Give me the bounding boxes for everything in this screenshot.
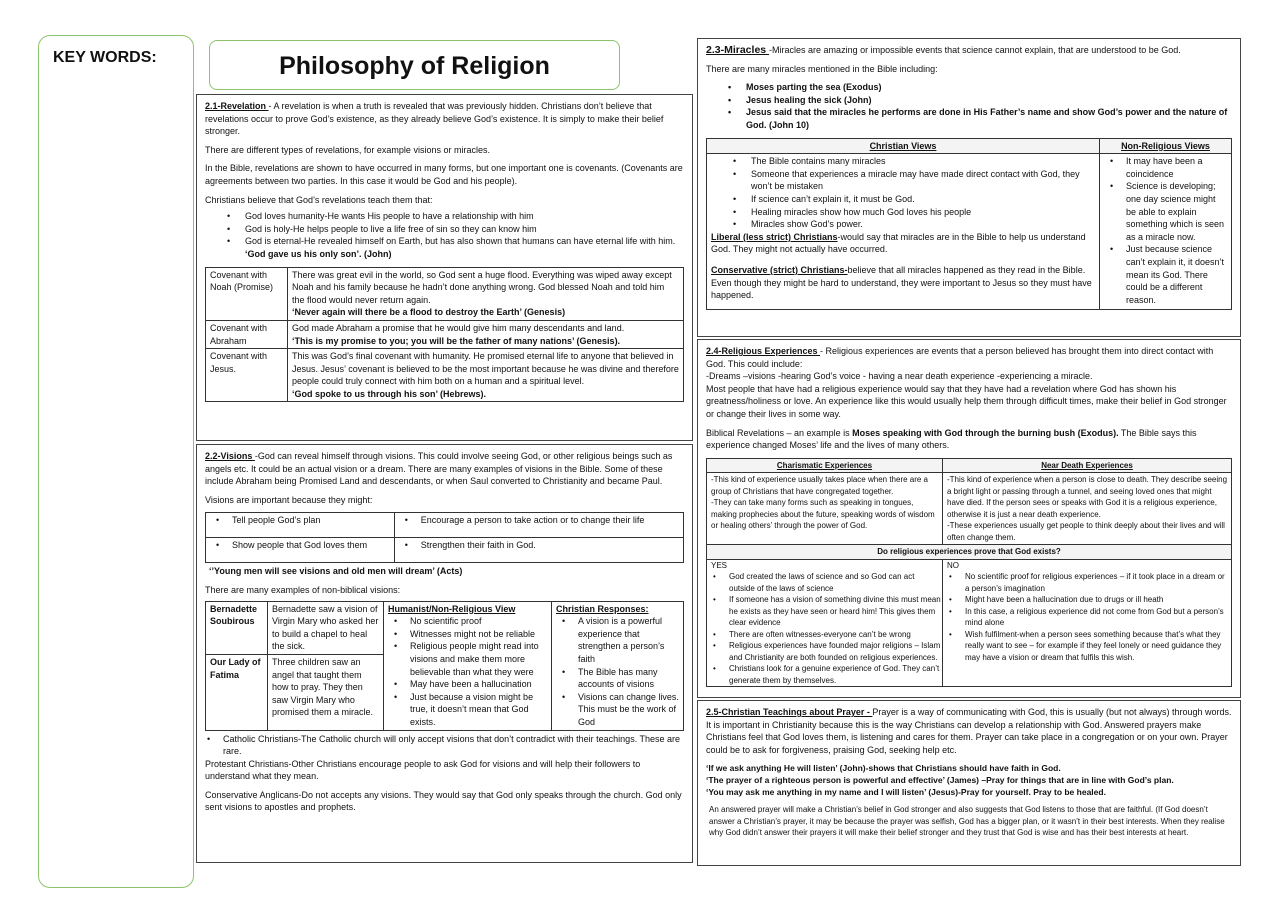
- key-words-title: KEY WORDS:: [53, 49, 157, 66]
- miracles-section: 2.3-Miracles -Miracles are amazing or impossible events that science cannot explain, that are understood to be God. There are many miracles mentioned in the Bible including: • Moses parting the sea (Exodus) • Jesus healing the sick (John) • Jesus said that the miracles he performs are done in His Father’s name and show God’s power and the nature of God. (John 10) Christian Views Non-Religious Views • The Bible contains many miracles • Someone that experiences a miracle may have made direct contact with God, they won’t be mistaken • If science can’t explain it, it must be God. • Healing miracles show how much God loves his people • Miracles show God’s power. Liberal (less strict) Christians-would say that miracles are in the Bible to help us understand God. They might not actually have occurred. Conservative (strict) Christians-believe that all miracles happened as they read in the Bible. Even though they might be hard to understand, they were important to Jesus so they must have happened. • It may have been a coincidence • Science is developing; one day science might be able to explain something which is seen as a miracle now. • Just because science can’t explain it, it doesn’t mean its God. There could be a different reason.: [697, 38, 1241, 337]
- table-row: Covenant with Jesus. This was God’s final covenant with humanity. He promised eternal life to anyone that believed in Jesus. Jesus’ covenant is believed to be the most important because he was divine and therefore people could truly connect with him both on a human and a spiritual level. ‘God spoke to us through his son’ (Hebrews).: [206, 349, 684, 402]
- list-item: • Jesus healing the sick (John): [706, 94, 1232, 107]
- covenants-table: [205, 267, 684, 403]
- non-biblical-visions-table: Bernadette Soubirous Bernadette saw a vision of Virgin Mary who asked her to build a chapel to heal the sick. Humanist/Non-Religious View • No scientific proof • Witnesses might not be reliable • Religious people might read into visions and make them more believable than what they were • May have been a hallucination • Just because a vision might be true, it doesn’t mean that God exists. Christian Responses: • A vision is a powerful experience that strengthen a person’s faith • The Bible has many accounts of visions • Visions can change lives. This must be the work of God Our Lady of Fatima Three children saw an angel that taught them how to pray. They then saw Virgin Mary who promised them a miracle.: [205, 601, 684, 731]
- revelation-p3: In the Bible, revelations are shown to have occurred in many forms, but one important one is covenants. (Covenants are agreements between two parties. In this case it would be God and his people).: [205, 163, 683, 186]
- revelation-p2: There are different types of revelations, for example visions or miracles.: [205, 144, 490, 155]
- catholic-view: • Catholic Christians-The Catholic church will only accept visions that don’t contradict with their teachings. These are rare.: [201, 733, 684, 758]
- revelation-heading: 2.1-Revelation: [205, 101, 269, 111]
- visions-p3: There are many examples of non-biblical visions:: [205, 584, 401, 595]
- list-item: • God loves humanity-He wants His people to have a relationship with him: [205, 210, 684, 223]
- anglican-view: Conservative Anglicans-Do not accepts any visions. They would say that God only speaks through the church. God only sent visions to apostles and prophets.: [205, 789, 682, 813]
- list-item: • Moses parting the sea (Exodus): [706, 81, 1232, 94]
- table-row: Covenant with Noah (Promise) There was great evil in the world, so God sent a huge flood. Everything was wiped away except Noah and his family because he hadn’t done anything wrong. God blessed Noah and told him the flood would never return again. ‘Never again will there be a flood to destroy the Earth’ (Genesis): [206, 267, 684, 320]
- acts-quote: ‘’Young men will see visions and old men will dream’ (Acts): [209, 566, 463, 577]
- visions-heading: 2.2-Visions: [205, 451, 255, 461]
- list-item: • God is holy-He helps people to live a life free of sin so they can know him: [205, 223, 684, 236]
- protestant-view: Protestant Christians-Other Christians encourage people to ask God for visions and will help their followers to understand what they mean.: [205, 758, 641, 782]
- prayer-heading: 2.5-Christian Teachings about Prayer -: [706, 707, 873, 717]
- page-title: Philosophy of Religion: [209, 40, 620, 90]
- revelation-intro: - A revelation is when a truth is revealed that was previously hidden. Christians don’t believe that revelations occur to prove God’s existence, as they already believe God’s existence. It is simply to make their belief stronger.: [205, 101, 664, 137]
- table-row: Covenant with Abraham God made Abraham a promise that he would give him many descendants and land. ‘This is my promise to you; you will be the father of many nations’ (Genesis).: [206, 320, 684, 348]
- visions-p2: Visions are important because they might:: [205, 494, 373, 505]
- prayer-quote: ‘You may ask me anything in my name and I will listen’ (Jesus)-Pray for yourself. Pray to be healed.: [706, 787, 1106, 798]
- prayer-section: 2.5-Christian Teachings about Prayer - Prayer is a way of communicating with God, this is usually (but not always) through words. It is important in Christianity because this is the way Christians can develop a relationship with God. Answered prayers make Christians feel that God loves them, is listening and cares for them. Prayer can take place in a congregation or on your own. Prayer could be to ask for forgiveness, praising God, seeking help etc. ‘If we ask anything He will listen’ (John)-shows that Christians should have faith in God. ‘The prayer of a righteous person is powerful and effective’ (James) –Pray for things that are in line with God’s plan. ‘You may ask me anything in my name and I will listen’ (Jesus)-Pray for yourself. Pray to be healed. An answered prayer will make a Christian’s belief in God stronger and also suggests that God listens to those that are faithful. (If God doesn’t answer a Christian’s prayer, it may be because the prayer was selfish, God has a bigger plan, or it wasn’t in their best interests. When they realise why God didn’t answer their prayers it will make their belief stronger and they trust that God is wise and has their best interests at heart.: [697, 700, 1241, 866]
- revelation-p4: Christians believe that God’s revelations teach them that:: [205, 194, 433, 205]
- list-item: • God is eternal-He revealed himself on Earth, but has also shown that humans can have eternal life with him. ‘God gave us his only son’. (John): [205, 235, 684, 260]
- experiences-heading: 2.4-Religious Experiences: [706, 346, 821, 356]
- experiences-table: Charismatic Experiences Near Death Experiences -This kind of experience usually takes place when there are a group of Christians that have congregated together. -They can take many forms such as speaking in tongues, making prophecies about the future, speaking words of wisdom or healing others’ through the power of God. -This kind of experience when a person is close to death. They describe seeing a bright light or passing through a tunnel, and seeing loved ones that might have died. If the person sees or speaks with God it is a religious experience, otherwise it is just a near death experience. -These experiences usually get people to think deeply about their lives and will often change them. Do religious experiences prove that God exists? YES • God created the laws of science and so God can act outside of the laws of science • If someone has a vision of something divine this must mean he exists as they have seen or heard him! This gives them clear evidence • There are often witnesses-everyone can’t be wrong • Religious experiences have founded major religions – Islam and Christianity are both founded on religious experiences. • Christians look for a genuine experience of God. They can’t generate them by themselves. NO • No scientific proof for religious experiences – if it took place in a dream or a person’s imagination • Might have been a hallucination due to drugs or ill heath • In this case, a religious experience did not come from God but a person’s mind alone • Wish fulfilment-when a person sees something because that’s what they really want to see – for example if they feel lonely or need guidance they may have a vision or dream that fulfils this wish.: [706, 458, 1232, 688]
- visions-reasons-table: • Tell people God’s plan • Encourage a person to take action or to change their life • Show people that God loves them • Strengthen their faith in God.: [205, 512, 684, 563]
- prayer-quote: ‘The prayer of a righteous person is powerful and effective’ (James) –Pray for things that are in line with God’s plan.: [706, 775, 1174, 786]
- visions-intro: -God can reveal himself through visions. This could involve seeing God, or other religious beings such as angels etc. It could be an actual vision or a dream. There are many examples of visions in the Bible. Some of these include Abraham being Promised Land and descendants, or when Saul converted to Christianity and became Paul.: [205, 451, 673, 487]
- key-words-panel: [38, 35, 194, 888]
- miracles-heading: 2.3-Miracles: [706, 44, 770, 56]
- revelation-section: [196, 94, 693, 441]
- visions-section: [196, 444, 693, 863]
- religious-experiences-section: 2.4-Religious Experiences - Religious experiences are events that a person believed has brought them into direct contact with God. This could include: -Dreams –visions -hearing God’s voice - having a near death experience -experiencing a miracle. Most people that have had a religious experience would say that they have had a revelation where God has shown his greatness/holiness or love. An experience like this would usually help them through difficult times, make their belief in God stronger or change their lives in some way. Biblical Revelations – an example is Moses speaking with God through the burning bush (Exodus). The Bible says this experience changed Moses’ life and the lives of many others. Charismatic Experiences Near Death Experiences -This kind of experience usually takes place when there are a group of Christians that have congregated together. -They can take many forms such as speaking in tongues, making prophecies about the future, speaking words of wisdom or healing others’ through the power of God. -This kind of experience when a person is close to death. They describe seeing a bright light or passing through a tunnel, and seeing loved ones that might have died. If the person sees or speaks with God it is a religious experience, otherwise it is just a near death experience. -These experiences usually get people to think deeply about their lives and will often change them. Do religious experiences prove that God exists? YES • God created the laws of science and so God can act outside of the laws of science • If someone has a vision of something divine this must mean he exists as they have seen or heard him! This gives them clear evidence • There are often witnesses-everyone can’t be wrong • Religious experiences have founded major religions – Islam and Christianity are both founded on religious experiences. • Christians look for a genuine experience of God. They can’t generate them by themselves. NO • No scientific proof for religious experiences – if it took place in a dream or a person’s imagination • Might have been a hallucination due to drugs or ill heath • In this case, a religious experience did not come from God but a person’s mind alone • Wish fulfilment-when a person sees something because that’s what they really want to see – for example if they feel lonely or need guidance they may have a vision or dream that fulfils this wish.: [697, 339, 1241, 698]
- miracles-views-table: Christian Views Non-Religious Views • The Bible contains many miracles • Someone that experiences a miracle may have made direct contact with God, they won’t be mistaken • If science can’t explain it, it must be God. • Healing miracles show how much God loves his people • Miracles show God’s power. Liberal (less strict) Christians-would say that miracles are in the Bible to help us understand God. They might not actually have occurred. Conservative (strict) Christians-believe that all miracles happened as they read in the Bible. Even though they might be hard to understand, they were important to Jesus so they must have happened. • It may have been a coincidence • Science is developing; one day science might be able to explain something which is seen as a miracle now. • Just because science can’t explain it, it doesn’t mean its God. There could be a different reason.: [706, 138, 1232, 310]
- list-item: • Jesus said that the miracles he performs are done in His Father’s name and show God’s power and the nature of God. (John 10): [706, 106, 1232, 131]
- prayer-quote: ‘If we ask anything He will listen’ (John)-shows that Christians should have faith in God.: [706, 763, 1061, 774]
